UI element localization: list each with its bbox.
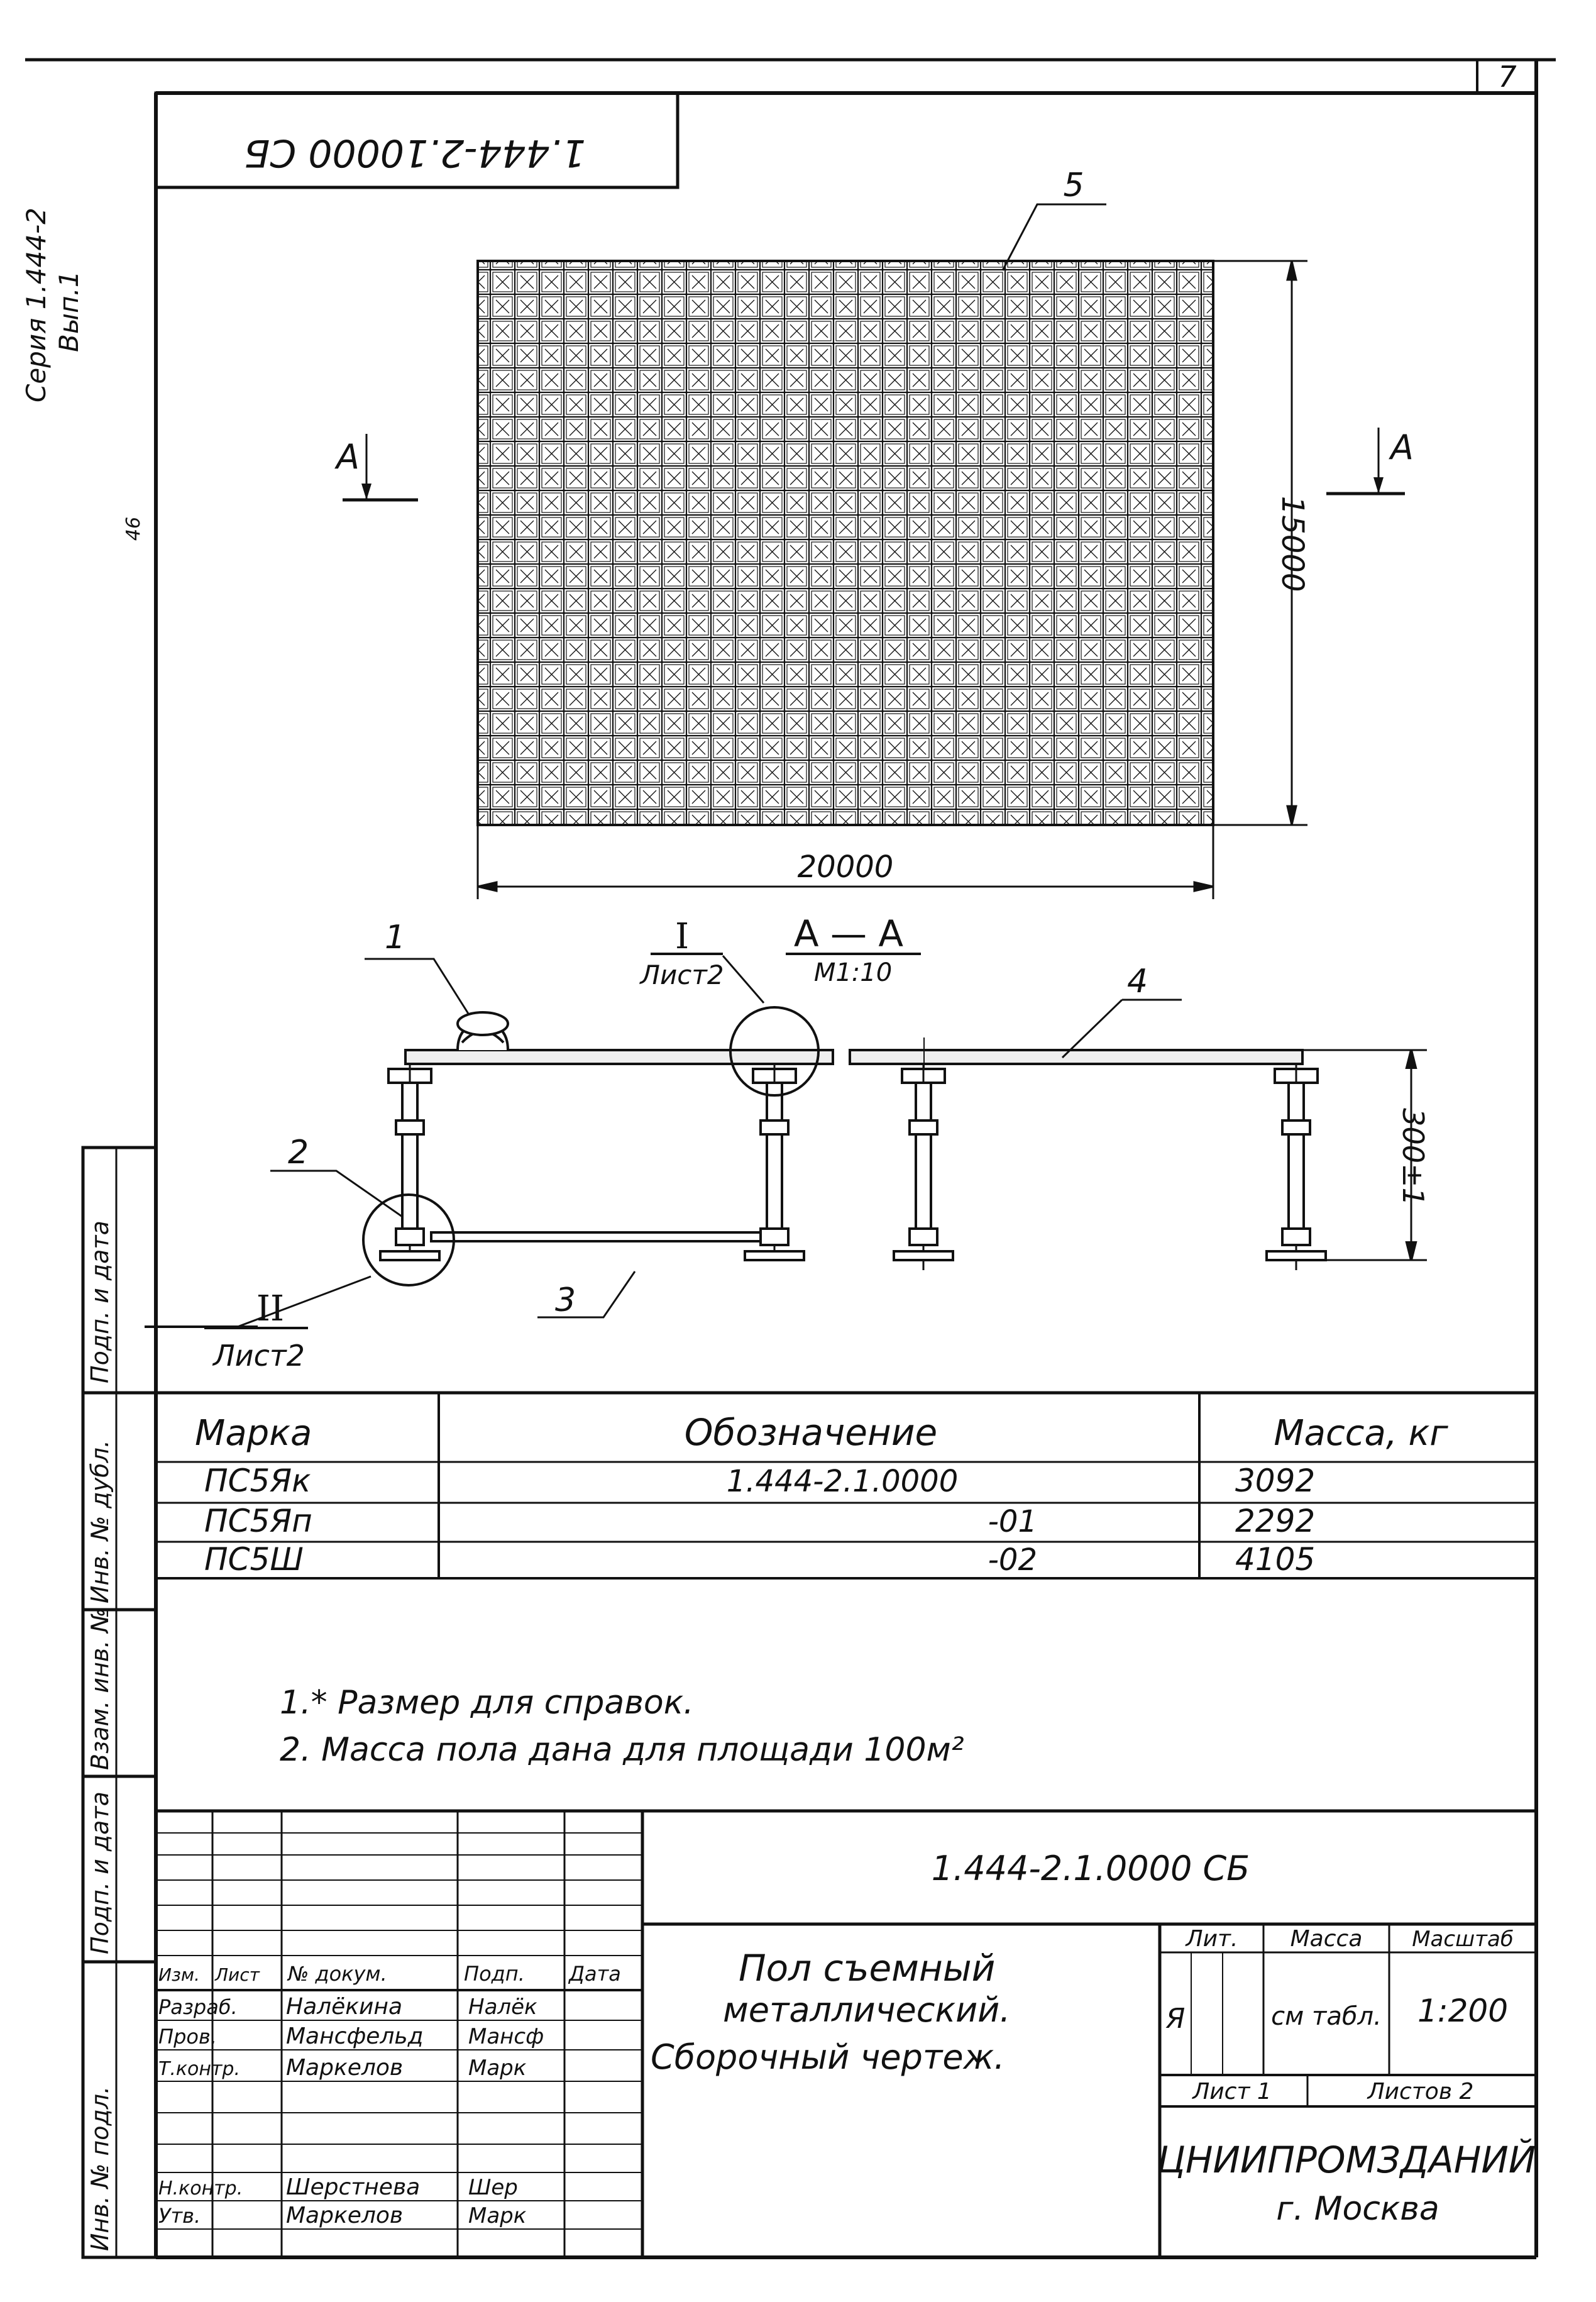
title-doc-code: 1.444-2.1.0000 СБ bbox=[931, 1849, 1250, 1888]
section-scale: М1:10 bbox=[813, 958, 893, 987]
strip-field-replace-inv: Взам. инв. № bbox=[86, 1607, 114, 1770]
spec-row-2-mass: 2292 bbox=[1235, 1503, 1316, 1539]
staff-role-tech-control: Т.контр. bbox=[158, 2058, 241, 2080]
plan-callout-5: 5 bbox=[1063, 167, 1084, 204]
col-header-change: Изм. bbox=[158, 1964, 200, 1985]
staff-name-checker: Мансфельд bbox=[286, 2023, 424, 2049]
staff-sign-approver: Марк bbox=[468, 2203, 527, 2228]
staff-name-developer: Налёкина bbox=[286, 1994, 403, 2020]
strip-field-dup-inv: Инв. № дубл. bbox=[86, 1440, 114, 1603]
detail-2-sheet: Лист2 bbox=[213, 1339, 305, 1373]
plan-view bbox=[334, 167, 1414, 899]
issue-number: Вып.1 bbox=[53, 270, 84, 352]
sheet-label: Лист 1 bbox=[1192, 2079, 1272, 2105]
spec-row-2-mark: ПС5Яп bbox=[204, 1503, 312, 1539]
spec-row-2-designation: -01 bbox=[988, 1504, 1037, 1539]
staff-name-tech-control: Маркелов bbox=[286, 2055, 404, 2081]
page-number: 7 bbox=[1498, 60, 1517, 94]
mass-value: см табл. bbox=[1271, 2002, 1382, 2031]
staff-role-approver: Утв. bbox=[158, 2204, 201, 2228]
staff-sign-tech-control: Марк bbox=[468, 2056, 527, 2081]
note-1: 1.* Размер для справок. bbox=[280, 1684, 694, 1722]
callout-3: 3 bbox=[555, 1281, 576, 1319]
strip-field-orig-inv: Инв. № подл. bbox=[86, 2086, 114, 2251]
title-line-2: металлический. bbox=[723, 1990, 1011, 2030]
spec-row-1-mass: 3092 bbox=[1235, 1463, 1316, 1499]
mass-header: Масса bbox=[1290, 1926, 1363, 1952]
lit-value: Я bbox=[1165, 2003, 1186, 2035]
org-name: ЦНИИПРОМЗДАНИЙ bbox=[1157, 2139, 1536, 2181]
section-title: А — А bbox=[793, 912, 904, 955]
lit-header: Лит. bbox=[1186, 1926, 1238, 1952]
plan-width-dim: 20000 bbox=[797, 849, 894, 885]
detail-1-numeral: I bbox=[674, 916, 690, 957]
callout-2: 2 bbox=[288, 1134, 309, 1171]
detail-1-sheet: Лист2 bbox=[640, 960, 724, 990]
series-code: Серия 1.444-2 bbox=[21, 208, 52, 402]
section-mark-left: А bbox=[336, 437, 360, 477]
scale-value: 1:200 bbox=[1417, 1993, 1509, 2029]
spec-row-1-designation: 1.444-2.1.0000 bbox=[726, 1464, 959, 1499]
staff-sign-checker: Мансф bbox=[468, 2024, 544, 2049]
section-height-dim: 300±1 bbox=[1396, 1108, 1430, 1206]
staff-sign-norm-control: Шер bbox=[468, 2175, 518, 2200]
spec-row-3-mass: 4105 bbox=[1235, 1541, 1316, 1578]
staff-name-approver: Маркелов bbox=[286, 2203, 404, 2228]
spec-header-mass: Масса, кг bbox=[1274, 1413, 1448, 1454]
staff-role-developer: Разраб. bbox=[158, 1995, 238, 2019]
stamp-code: 1.444-2.10000 СБ bbox=[244, 131, 586, 175]
scale-header: Масштаб bbox=[1412, 1927, 1514, 1952]
staff-sign-developer: Налёк bbox=[468, 1995, 537, 2020]
note-2: 2. Масса пола дана для площади 100м² bbox=[280, 1731, 964, 1769]
spec-row-3-mark: ПС5Ш bbox=[204, 1541, 304, 1578]
col-header-date: Дата bbox=[569, 1962, 621, 1986]
plan-height-dim: 15000 bbox=[1275, 495, 1310, 592]
org-city: г. Москва bbox=[1276, 2190, 1439, 2228]
spec-header-designation: Обозначение bbox=[684, 1411, 938, 1454]
spec-row-3-designation: -02 bbox=[988, 1542, 1037, 1578]
margin-number: 46 bbox=[123, 516, 145, 541]
callout-4: 4 bbox=[1127, 963, 1148, 1000]
title-line-3: Сборочный чертеж. bbox=[651, 2037, 1005, 2077]
detail-2-numeral: II bbox=[256, 1288, 285, 1329]
sheets-label: Листов 2 bbox=[1367, 2079, 1474, 2105]
staff-role-norm-control: Н.контр. bbox=[158, 2177, 243, 2200]
section-view bbox=[145, 912, 1430, 1373]
stamp-box bbox=[156, 93, 678, 187]
col-header-docnum: № докум. bbox=[288, 1962, 387, 1986]
section-mark-right: А bbox=[1390, 428, 1414, 467]
staff-name-norm-control: Шерстнева bbox=[286, 2174, 421, 2200]
floor-tile-grid bbox=[478, 261, 1213, 825]
title-line-1: Пол съемный bbox=[739, 1947, 996, 1989]
callout-1: 1 bbox=[385, 919, 406, 956]
staff-role-checker: Пров. bbox=[158, 2025, 217, 2049]
strip-field-sign-date-1: Подп. и дата bbox=[86, 1220, 114, 1383]
col-header-sign: Подп. bbox=[464, 1962, 525, 1986]
col-header-sheet: Лист bbox=[215, 1964, 260, 1985]
spec-header-mark: Марка bbox=[195, 1413, 312, 1454]
strip-field-sign-date-2: Подп. и дата bbox=[86, 1791, 114, 1954]
spec-row-1-mark: ПС5Як bbox=[204, 1463, 311, 1499]
